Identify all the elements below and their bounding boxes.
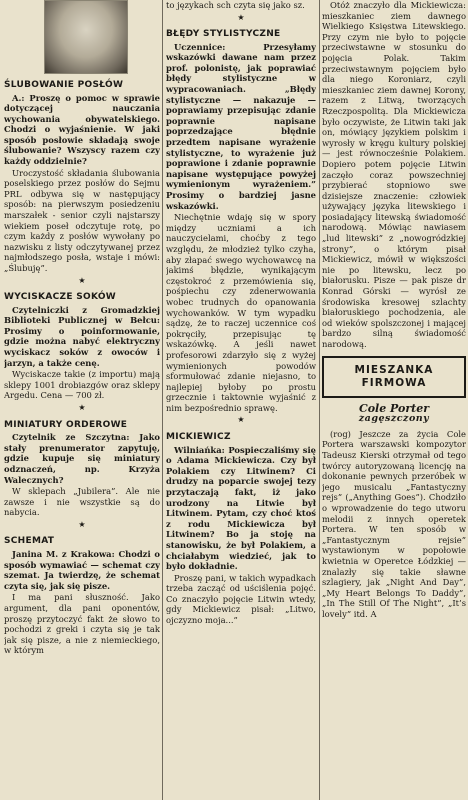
answer-text: I ma pani słuszność. Jako argument, dla pani oponentów, proszę przytoczyć fakt że słowo to pochodzi z greki i czyta się je tak jak się pisze, a nie z niemieckiego, w którym <box>4 592 160 656</box>
reader-question: A.: Proszę o pomoc w sprawie dotyczącej nauczania wychowania obywatelskiego. Chodzi o wyjaśnienie. W jaki sposób posłowie składają swoje ślubowanie? Wszyscy razem czy każdy oddzielnie? <box>4 92 160 167</box>
section-title: MICKIEWICZ <box>166 432 231 443</box>
section-title: SCHEMAT <box>4 536 55 547</box>
answer-text: Uroczystość składania ślubowania poselskiego przez posłów do Sejmu PRL odbywa się w następujący sposób: na pierwszym posiedzeniu marszałek - senior czyli najstarszy wiekiem poseł odczytuje rotę, po czym każdy z posłów wywołany po nazwisku z listy odczytywanej przez najmłodszego posła, wstaje i mówi: „Ślubuję”. <box>4 167 160 273</box>
reader-question: Czytelniczki z Gromadzkiej Biblioteki Publicznej w Bełcu: Prosimy o poinformowanie, gdzie można nabyć elektryczny wyciskacz soków z owoców i jarzyn, a także cenę. <box>4 304 160 368</box>
section-title: WYCISKACZE SOKÓW <box>4 292 116 303</box>
star-ornament: ★ <box>78 519 86 529</box>
article-subheadline: zagęszczony <box>358 413 430 425</box>
star-ornament: ★ <box>78 275 86 285</box>
boxed-heading: MIESZANKA FIRMOWA <box>322 356 466 398</box>
answer-text: to językach sch czyta się jako sz. <box>166 0 305 10</box>
reader-question: Wilniańka: Pospieczaliśmy się o Adama Mickiewicza. Czy był Polakiem czy Litwinem? Ci drudzy na poparcie swojej tezy przytaczają fakt, iż jako urodzony na Litwie był Litwinem. Pytam, czy choć ktoś z rodu Mickiewicza był Litwinem? Bo ja stoję na stanowisku, że był Polakiem, a chciałabym wiedzieć, jak to było dokładnie. <box>166 444 316 572</box>
column-divider <box>319 0 320 800</box>
author-portrait-photo <box>44 0 128 74</box>
reader-question: Janina M. z Krakowa: Chodzi o sposób wymawiać — schemat czy szemat. Ja twierdzę, że schemat czyta się, jak się pisze. <box>4 548 160 591</box>
answer-text: Otóż znaczyło dla Mickiewicza: mieszkaniec ziem dawnego Wielkiego Księstwa Litewskiego. Przy czym nie było to pojęcie przeciwstawne w stosunku do pojęcia Polak. Takim przeciwstawnym pojęciem było dla niego Koroniarz, czyli mieszkaniec ziem dawnej Korony, razem z Litwą, tworzących Rzeczpospolitą. Dla Mickiewicza było oczywiste, że Litwin taki jak on, mówiący językiem polskim i wyrosły w kręgu kultury polskiej — jest równocześnie Polakiem. Dopiero potem pojęcie Litwin zaczęło coraz powszechniej przybierać stopniowo swe dzisiejsze znaczenie: człowiek używający języka litewskiego i posiadający litewską świadomość narodową. Mówiąc nawiasem „lud litewski” z „nowogródzkiej strony”, o którym pisał Mickiewicz, mówił w większości nie po litewsku, lecz po białorusku. Pisze — pak pisze dr Konrad Górski — wyrósł ze środowiska kresowej szlachty białoruskiego pochodzenia, ale od wieków spolszczonej i mającej bardzo silną świadomość narodową. <box>322 0 466 349</box>
answer-text: Wyciskacze takie (z importu) mają sklepy 1001 drobiazgów oraz sklepy Argedu. Cena — 700 zł. <box>4 369 160 401</box>
article-body: (rog) Jeszcze za życia Cole Portera warszawski kompozytor Tadeusz Kierski otrzymał od tego twórcy autoryzowaną licencję na dokonanie pewnych przeróbek w jego musicalu „Fantastyczny rejs” („Anything Goes”). Chodziło o wprowadzenie do tego utworu melodii z innych operetek Portera. W ten sposób w „Fantastycznym rejsie” wystawionym w popołowie kwietnia w Operetce Łódzkiej — znalazły się takie sławne szlagiery, jak „Night And Day”, „My Heart Belongs To Daddy”, „In The Still Of The Night”, „It’s lovely” itd. A <box>322 428 466 619</box>
column-right <box>322 0 466 800</box>
column-left <box>4 0 160 800</box>
section-title: BŁĘDY STYLISTYCZNE <box>166 29 281 40</box>
reader-question: Uczennice: Przesyłamy wskazówki dawane nam przez prof. polonistę, jak poprawiać błędy stylistyczne w wypracowaniach. „Błędy stylistyczne — nakazuje — poprawiamy przepisując zdanie poprawnie napisane poprzedzające błędnie przedtem napisane wyrażenie stylistyczne, to wyrażenie już poprawione i zdanie poprawnie napisane występujące powyżej wymienionym wyrażeniem.” Prosimy o bardziej jasne wskazówki. <box>166 41 316 211</box>
answer-text: W sklepach „Jubilera”. Ale nie zawsze i nie wszystkie są do nabycia. <box>4 486 160 518</box>
column-divider <box>162 0 163 800</box>
section-title: ŚLUBOWANIE POSŁÓW <box>4 80 124 90</box>
star-ornament: ★ <box>237 12 245 22</box>
answer-text: Proszę pani, w takich wypadkach trzeba zacząć od uściślenia pojęć. Co znaczyło pojęcie Litwin wtedy, gdy Mickiewicz pisał: „Litwo, ojczyzno moja...” <box>166 572 316 626</box>
reader-question: Czytelnik ze Szczytna: Jako stały prenumerator zapytuję, gdzie kupuje się miniatury odznaczeń, np. Krzyża Walecznych? <box>4 432 160 485</box>
star-ornament: ★ <box>78 403 86 413</box>
star-ornament: ★ <box>237 415 245 425</box>
section-title: MINIATURY ORDEROWE <box>4 419 128 430</box>
column-middle <box>166 0 316 800</box>
answer-text: Niechętnie wdaję się w spory między uczniami a ich nauczycielami, choćby z tego względu, że młodzież tylko czyha, aby złapać swego wychowawcę na jakimś błędzie, wynikającym częstokroć z przemówienia się, pośpiechu czy zdenerwowania wobec trudnych do opanowania wychowanków. W tym wypadku sądzę, że to raczej uczennice coś pokręciły, przepisując tę wskazówkę. A jeśli nawet profesorowi zdarzyło się z wyżej wymienionych powodów sformułować zdanie niejasno, to najlepiej byłoby po prostu grzecznie i taktownie wyjaśnić z nim bezpośrednio sprawę. <box>166 212 316 413</box>
article-headline: Cole Porter <box>358 401 430 415</box>
